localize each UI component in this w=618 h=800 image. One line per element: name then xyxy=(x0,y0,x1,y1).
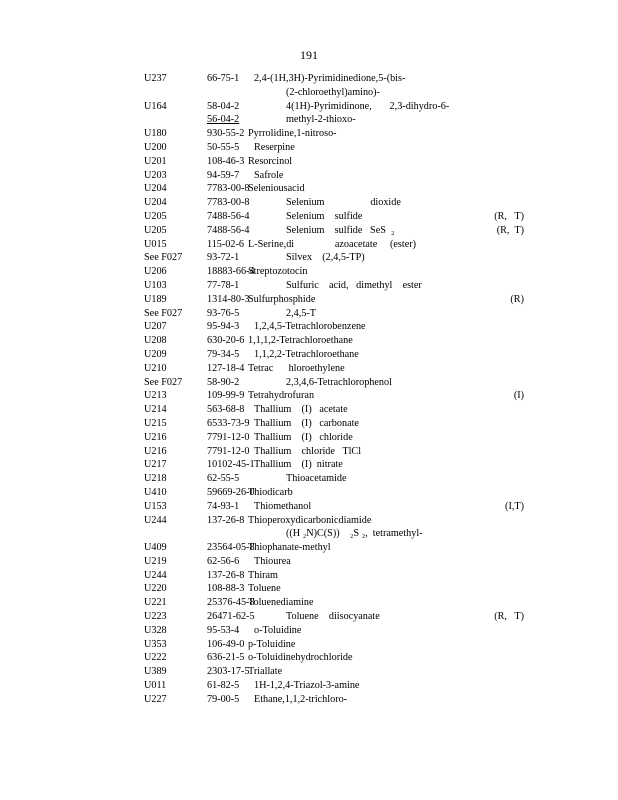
table-row xyxy=(144,582,524,596)
waste-code: U216 xyxy=(144,431,167,443)
waste-code: See F027 xyxy=(144,376,183,388)
table-row xyxy=(144,141,524,155)
waste-code: U153 xyxy=(144,500,167,512)
cas-number: 58-04-2 xyxy=(207,100,240,112)
cas-number: 1314-80-3 xyxy=(207,293,250,305)
table-row-continuation xyxy=(144,113,524,127)
cas-number: 94-59-7 xyxy=(207,169,240,181)
cas-number: 10102-45-1 xyxy=(207,459,255,471)
table-row xyxy=(144,307,524,321)
substance-name: 1,1,2,2-Tetrachloroethane xyxy=(254,348,359,360)
cas-number: 74-93-1 xyxy=(207,500,240,512)
waste-code: U205 xyxy=(144,224,167,236)
waste-code: U204 xyxy=(144,197,167,209)
waste-code: U389 xyxy=(144,666,167,678)
substance-name: methyl-2-thioxo- xyxy=(286,114,356,126)
substance-name: Thallium chloride TlCl xyxy=(254,445,362,457)
waste-code: U223 xyxy=(144,611,167,623)
cas-number: 109-99-9 xyxy=(207,390,245,402)
waste-code: U353 xyxy=(144,638,167,650)
table-row xyxy=(144,458,524,472)
cas-number: 6533-73-9 xyxy=(207,417,250,429)
substance-name: 1,2,4,5-Tetrachlorobenzene xyxy=(254,321,366,333)
substance-name: Tetrac hloroethylene xyxy=(248,362,345,374)
substance-name: Resorcinol xyxy=(248,155,293,167)
table-row xyxy=(144,196,524,210)
cas-number: 106-49-0 xyxy=(207,638,245,650)
cas-number: 18883-66-4 xyxy=(207,266,255,278)
cas-number: 23564-05-8 xyxy=(207,542,255,554)
table-row xyxy=(144,541,524,555)
waste-code: U215 xyxy=(144,417,167,429)
waste-code: U219 xyxy=(144,555,167,567)
cas-number: 2303-17-5 xyxy=(207,666,250,678)
cas-number: 95-53-4 xyxy=(207,624,240,636)
table-row xyxy=(144,445,524,459)
waste-code-table xyxy=(144,72,524,707)
cas-number: 7783-00-8 xyxy=(207,183,250,195)
hazard-code: (I,T) xyxy=(505,500,524,512)
table-row xyxy=(144,679,524,693)
substance-name: Thioacetamide xyxy=(286,473,347,485)
cas-number: 563-68-8 xyxy=(207,404,245,416)
substance-name: Streptozotocin xyxy=(248,266,308,278)
cas-number: 77-78-1 xyxy=(207,279,240,291)
cas-number: 630-20-6 xyxy=(207,335,245,347)
substance-name: Thiram xyxy=(248,569,278,581)
table-row xyxy=(144,693,524,707)
table-row xyxy=(144,610,524,624)
waste-code: U410 xyxy=(144,486,167,498)
table-row xyxy=(144,569,524,583)
waste-code: U328 xyxy=(144,624,167,636)
substance-name: Triallate xyxy=(248,666,283,678)
substance-name: Silvex (2,4,5-TP) xyxy=(286,252,365,264)
hazard-code: (R, T) xyxy=(496,224,524,236)
cas-number: 79-00-5 xyxy=(207,693,240,705)
table-row xyxy=(144,348,524,362)
cas-number: 62-56-6 xyxy=(207,555,240,567)
waste-code: U207 xyxy=(144,321,167,333)
waste-code: U164 xyxy=(144,100,167,112)
substance-name: Sulfurphosphide xyxy=(248,293,316,305)
cas-number: 108-46-3 xyxy=(207,155,245,167)
table-row xyxy=(144,320,524,334)
waste-code: U200 xyxy=(144,141,167,153)
substance-name: p-Toluidine xyxy=(248,638,296,650)
waste-code: U015 xyxy=(144,238,167,250)
table-row xyxy=(144,293,524,307)
substance-name: Selenium dioxide xyxy=(286,197,401,209)
cas-number: 66-75-1 xyxy=(207,73,240,84)
waste-code: U409 xyxy=(144,542,167,554)
hazard-code: (R) xyxy=(510,293,524,305)
table-row xyxy=(144,334,524,348)
cas-number: 59669-26-0 xyxy=(207,486,255,498)
substance-name: Thallium (I) nitrate xyxy=(254,459,343,471)
waste-code: U213 xyxy=(144,390,167,402)
waste-code: U222 xyxy=(144,652,167,664)
substance-name: Toluenediamine xyxy=(248,597,314,609)
substance-name: 2,4-(1H,3H)-Pyrimidinedione,5-(bis- xyxy=(254,73,406,84)
substance-name: Selenium sulfide SeS ₂ xyxy=(286,224,395,236)
hazard-code: (R, T) xyxy=(494,611,524,623)
table-row-continuation xyxy=(144,86,524,100)
waste-code: U216 xyxy=(144,445,167,457)
cas-number: 58-90-2 xyxy=(207,376,240,388)
waste-code: U218 xyxy=(144,473,167,485)
substance-name: Reserpine xyxy=(254,141,295,153)
table-row-continuation xyxy=(144,527,524,541)
cas-number: 7488-56-4 xyxy=(207,224,250,236)
substance-name: Toluene xyxy=(248,583,281,595)
table-row xyxy=(144,251,524,265)
cas-number: 93-76-5 xyxy=(207,307,240,319)
waste-code: U214 xyxy=(144,404,167,416)
cas-number: 137-26-8 xyxy=(207,569,245,581)
cas-number: 636-21-5 xyxy=(207,652,245,664)
waste-code: U221 xyxy=(144,597,167,609)
substance-name: Thioperoxydicarbonicdiamide xyxy=(248,514,372,526)
table-row xyxy=(144,224,524,238)
waste-code: U180 xyxy=(144,128,167,140)
waste-code: U217 xyxy=(144,459,167,471)
cas-number: 7791-12-0 xyxy=(207,445,250,457)
cas-number: 26471-62-5 xyxy=(207,611,255,623)
waste-code: U227 xyxy=(144,693,167,705)
substance-name: ((H ₂N)C(S)) ₂S ₂, tetramethyl- xyxy=(286,528,423,540)
table-row xyxy=(144,638,524,652)
hazard-code: (R, T) xyxy=(494,210,524,222)
substance-name: 1,1,1,2-Tetrachloroethane xyxy=(248,335,353,347)
cas-number: 7783-00-8 xyxy=(207,197,250,209)
waste-code: U205 xyxy=(144,210,167,222)
waste-code: U220 xyxy=(144,583,167,595)
cas-number: 25376-45-8 xyxy=(207,597,255,609)
cas-number: 95-94-3 xyxy=(207,321,240,333)
table-row xyxy=(144,238,524,252)
substance-name: Toluene diisocyanate xyxy=(286,611,380,623)
waste-code: U203 xyxy=(144,169,167,181)
substance-name: 2,3,4,6-Tetrachlorophenol xyxy=(286,376,392,388)
waste-code: U244 xyxy=(144,569,167,581)
table-row xyxy=(144,100,524,114)
waste-code: U201 xyxy=(144,155,167,167)
table-row xyxy=(144,403,524,417)
table-row xyxy=(144,169,524,183)
cas-number: 7791-12-0 xyxy=(207,431,250,443)
substance-name: Sulfuric acid, dimethyl ester xyxy=(286,279,422,291)
table-row xyxy=(144,500,524,514)
substance-name: Selenium sulfide xyxy=(286,210,363,222)
substance-name: 4(1H)-Pyrimidinone, 2,3-dihydro-6- xyxy=(286,100,450,112)
cas-number: 62-55-5 xyxy=(207,473,240,485)
waste-code: U210 xyxy=(144,362,167,374)
table-row xyxy=(144,210,524,224)
cas-number: 93-72-1 xyxy=(207,252,240,264)
cas-number: 137-26-8 xyxy=(207,514,245,526)
waste-code: U208 xyxy=(144,335,167,347)
table-row xyxy=(144,596,524,610)
substance-name: Pyrrolidine,1-nitroso- xyxy=(248,128,337,140)
substance-name: L-Serine,di azoacetate (ester) xyxy=(248,238,417,250)
table-row xyxy=(144,155,524,169)
substance-name: Thallium (I) acetate xyxy=(254,404,348,416)
table-row xyxy=(144,389,524,403)
cas-number: 127-18-4 xyxy=(207,362,245,374)
table-row xyxy=(144,514,524,528)
table-row xyxy=(144,182,524,196)
hazard-code: (I) xyxy=(513,390,524,402)
page-number: 191 xyxy=(300,48,318,62)
cas-number: 56-04-2 xyxy=(207,114,240,126)
waste-code: U011 xyxy=(144,680,167,692)
waste-code: See F027 xyxy=(144,252,183,264)
table-row xyxy=(144,624,524,638)
substance-name: Thiophanate-methyl xyxy=(248,542,331,554)
substance-name: Ethane,1,1,2-trichloro- xyxy=(254,693,348,705)
substance-name: Seleniousacid xyxy=(248,183,305,195)
waste-code: U237 xyxy=(144,73,167,84)
table-row xyxy=(144,265,524,279)
substance-name: Thallium (I) carbonate xyxy=(254,417,359,429)
substance-name: Safrole xyxy=(254,169,284,181)
cas-number: 930-55-2 xyxy=(207,128,245,140)
substance-name: o-Toluidinehydrochloride xyxy=(248,652,353,664)
waste-code: U209 xyxy=(144,348,167,360)
cas-number: 50-55-5 xyxy=(207,141,240,153)
table-row xyxy=(144,431,524,445)
substance-name: o-Toluidine xyxy=(254,624,302,636)
table-row xyxy=(144,417,524,431)
substance-name: (2-chloroethyl)amino)- xyxy=(286,86,380,98)
waste-code: U189 xyxy=(144,293,167,305)
substance-name: Thallium (I) chloride xyxy=(254,431,353,443)
table-row xyxy=(144,665,524,679)
cas-number: 7488-56-4 xyxy=(207,210,250,222)
table-row xyxy=(144,362,524,376)
substance-name: Thiodicarb xyxy=(248,486,293,498)
table-row xyxy=(144,72,524,86)
cas-number: 61-82-5 xyxy=(207,680,240,692)
waste-code: See F027 xyxy=(144,307,183,319)
waste-code: U244 xyxy=(144,514,167,526)
table-row xyxy=(144,279,524,293)
table-row xyxy=(144,555,524,569)
waste-code: U204 xyxy=(144,183,167,195)
cas-number: 115-02-6 xyxy=(207,238,244,250)
table-row xyxy=(144,472,524,486)
substance-name: Thiomethanol xyxy=(254,500,312,512)
table-row xyxy=(144,376,524,390)
cas-number: 79-34-5 xyxy=(207,348,240,360)
substance-name: Tetrahydrofuran xyxy=(248,390,315,402)
waste-code: U103 xyxy=(144,279,167,291)
table-row xyxy=(144,127,524,141)
substance-name: 2,4,5-T xyxy=(286,307,316,319)
table-row xyxy=(144,486,524,500)
table-row xyxy=(144,651,524,665)
substance-name: 1H-1,2,4-Triazol-3-amine xyxy=(254,680,360,692)
cas-number: 108-88-3 xyxy=(207,583,245,595)
waste-code: U206 xyxy=(144,266,167,278)
substance-name: Thiourea xyxy=(254,555,291,567)
